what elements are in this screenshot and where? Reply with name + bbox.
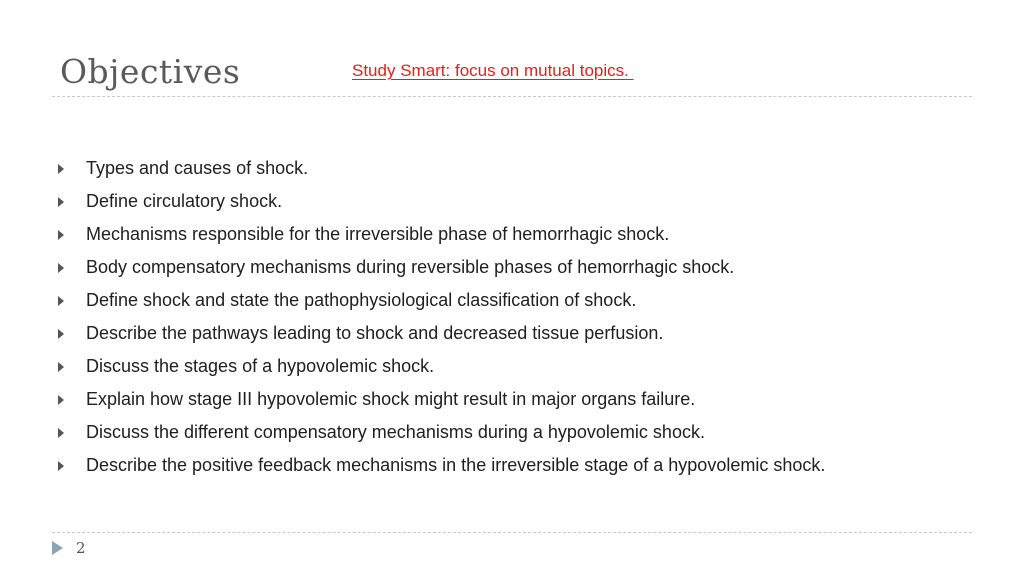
objective-item — [54, 416, 825, 449]
title-divider — [52, 96, 972, 97]
study-tip-tagline: Study Smart: focus on mutual topics. — [352, 61, 634, 80]
objective-item — [54, 449, 825, 482]
objective-text: Types and causes of shock. — [86, 158, 309, 178]
triangle-bullet-icon — [58, 428, 64, 438]
footer-divider — [52, 532, 972, 533]
objective-item — [54, 383, 825, 416]
objective-text: Describe the positive feedback mechanisms in the irreversible stage of a hypovolemic shock. — [86, 455, 826, 475]
footer-arrow-icon — [52, 541, 63, 555]
objective-item — [54, 185, 825, 218]
objective-text: Body compensatory mechanisms during reversible phases of hemorrhagic shock. — [86, 257, 735, 277]
triangle-bullet-icon — [58, 329, 64, 339]
objective-text: Define shock and state the pathophysiological classification of shock. — [86, 290, 637, 310]
triangle-bullet-icon — [58, 461, 64, 471]
objective-text: Explain how stage III hypovolemic shock might result in major organs failure. — [86, 389, 696, 409]
objective-item — [54, 350, 825, 383]
objective-item — [54, 284, 825, 317]
page-number: 2 — [76, 539, 86, 557]
triangle-bullet-icon — [58, 395, 64, 405]
objective-text: Describe the pathways leading to shock and decreased tissue perfusion. — [86, 323, 664, 343]
objective-item — [54, 251, 825, 284]
objective-text: Discuss the stages of a hypovolemic shock. — [86, 356, 435, 376]
objective-text: Mechanisms responsible for the irreversible phase of hemorrhagic shock. — [86, 224, 670, 244]
objective-text: Discuss the different compensatory mechanisms during a hypovolemic shock. — [86, 422, 705, 442]
triangle-bullet-icon — [58, 296, 64, 306]
objectives-list — [54, 152, 825, 482]
objective-item — [54, 317, 825, 350]
objective-text: Define circulatory shock. — [86, 191, 283, 211]
triangle-bullet-icon — [58, 164, 64, 174]
triangle-bullet-icon — [58, 362, 64, 372]
triangle-bullet-icon — [58, 230, 64, 240]
triangle-bullet-icon — [58, 263, 64, 273]
slide-title: Objectives — [60, 52, 241, 91]
objective-item — [54, 218, 825, 251]
triangle-bullet-icon — [58, 197, 64, 207]
objective-item — [54, 152, 825, 185]
